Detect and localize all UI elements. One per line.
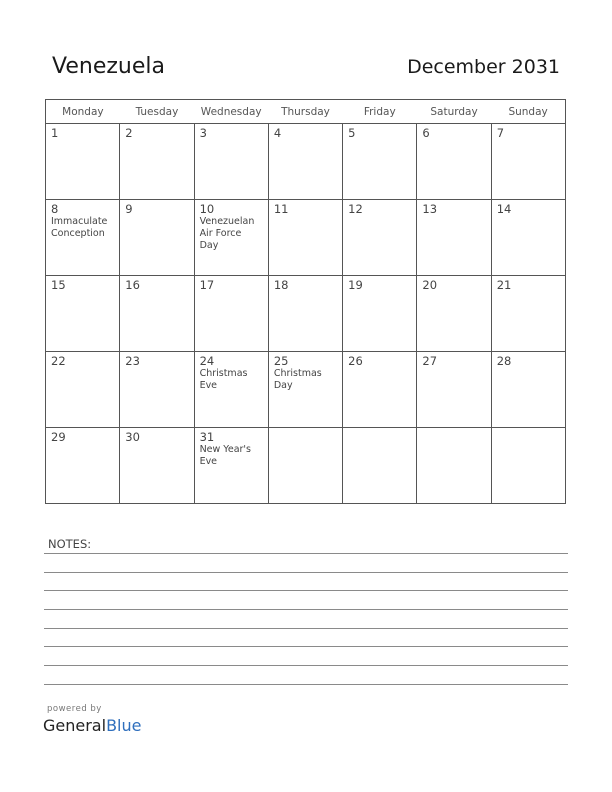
day-cell: [268, 124, 342, 200]
day-number: 26: [348, 354, 363, 368]
day-number: 14: [496, 202, 512, 216]
weekday-header: Tuesday: [120, 100, 194, 124]
weekday-header: Monday: [46, 100, 120, 124]
day-cell: [491, 124, 565, 200]
day-number: 9: [125, 202, 133, 216]
day-number: 2: [125, 126, 133, 140]
day-number: 24: [199, 354, 215, 368]
day-cell: [46, 352, 120, 428]
weekday-header: Thursday: [268, 100, 342, 124]
holiday-label: Christmas Day: [273, 368, 322, 391]
notes-line: [44, 553, 568, 554]
day-number: 17: [199, 278, 215, 292]
day-cell: [343, 276, 417, 352]
day-cell: [417, 352, 491, 428]
notes-line: [44, 665, 568, 666]
day-number: 18: [273, 278, 289, 292]
day-cell: [46, 124, 120, 200]
holiday-label: Immaculate Conception: [51, 216, 108, 239]
day-number: 8: [51, 202, 59, 216]
day-number: 21: [496, 278, 512, 292]
day-cell: [417, 276, 491, 352]
day-cell: [268, 352, 342, 428]
day-cell: [343, 352, 417, 428]
day-cell: [343, 200, 417, 276]
day-cell: [417, 428, 491, 504]
day-number: 25: [273, 354, 289, 368]
day-cell: [194, 200, 268, 276]
day-cell: [120, 200, 194, 276]
weekday-header: Saturday: [417, 100, 491, 124]
day-number: 5: [348, 126, 356, 140]
day-cell: [194, 124, 268, 200]
day-number: 15: [51, 278, 66, 292]
day-number: 4: [273, 126, 282, 140]
calendar-week-row: [46, 200, 566, 276]
notes-line: [44, 609, 568, 610]
calendar-week-row: [46, 352, 566, 428]
calendar-week-row: [46, 428, 566, 504]
day-cell: [46, 428, 120, 504]
day-cell: [417, 200, 491, 276]
day-cell: [491, 352, 565, 428]
notes-label: NOTES:: [48, 537, 92, 551]
day-number: 23: [125, 354, 140, 368]
day-cell: [491, 276, 565, 352]
day-cell: [343, 124, 417, 200]
day-number: 10: [199, 202, 215, 216]
notes-line: [44, 646, 568, 647]
day-cell: [194, 276, 268, 352]
calendar-grid: [45, 99, 566, 504]
holiday-label: Venezuelan Air Force Day: [199, 216, 255, 251]
day-cell: [268, 276, 342, 352]
day-number: 7: [496, 126, 505, 140]
holiday-label: New Year's Eve: [199, 444, 251, 467]
day-cell: [491, 428, 565, 504]
day-cell: [491, 200, 565, 276]
day-number: 27: [422, 354, 438, 368]
weekday-header: Wednesday: [194, 100, 268, 124]
brand-part-general: General: [43, 716, 107, 735]
day-number: 30: [125, 430, 140, 444]
day-number: 28: [496, 354, 512, 368]
day-number: 29: [51, 430, 66, 444]
day-number: 13: [422, 202, 438, 216]
country-title: Venezuela: [52, 54, 165, 79]
day-cell: [46, 276, 120, 352]
notes-line: [44, 590, 568, 591]
day-cell: [120, 428, 194, 504]
day-number: 6: [422, 126, 430, 140]
day-number: 12: [348, 202, 363, 216]
calendar-week-row: [46, 124, 566, 200]
weekday-header: Sunday: [491, 100, 565, 124]
month-title: December 2031: [407, 56, 560, 78]
day-cell: [194, 352, 268, 428]
day-cell: [120, 276, 194, 352]
weekday-header: Friday: [343, 100, 417, 124]
day-cell: [268, 200, 342, 276]
day-number: 1: [51, 126, 59, 140]
day-cell: [120, 124, 194, 200]
holiday-label: Christmas Eve: [199, 368, 248, 391]
day-cell: [268, 428, 342, 504]
notes-line: [44, 684, 568, 685]
brand-part-blue: Blue: [106, 716, 142, 735]
calendar-week-row: [46, 276, 566, 352]
day-number: 22: [51, 354, 66, 368]
day-number: 3: [199, 126, 207, 140]
day-cell: [46, 200, 120, 276]
day-number: 16: [125, 278, 140, 292]
brand-logo: [43, 716, 141, 735]
day-number: 11: [273, 202, 289, 216]
day-number: 19: [348, 278, 363, 292]
day-number: 31: [199, 430, 215, 444]
day-cell: [343, 428, 417, 504]
day-number: 20: [422, 278, 438, 292]
day-cell: [417, 124, 491, 200]
notes-line: [44, 628, 568, 629]
notes-line: [44, 572, 568, 573]
day-cell: [120, 352, 194, 428]
powered-by-label: powered by: [47, 704, 102, 714]
day-cell: [194, 428, 268, 504]
